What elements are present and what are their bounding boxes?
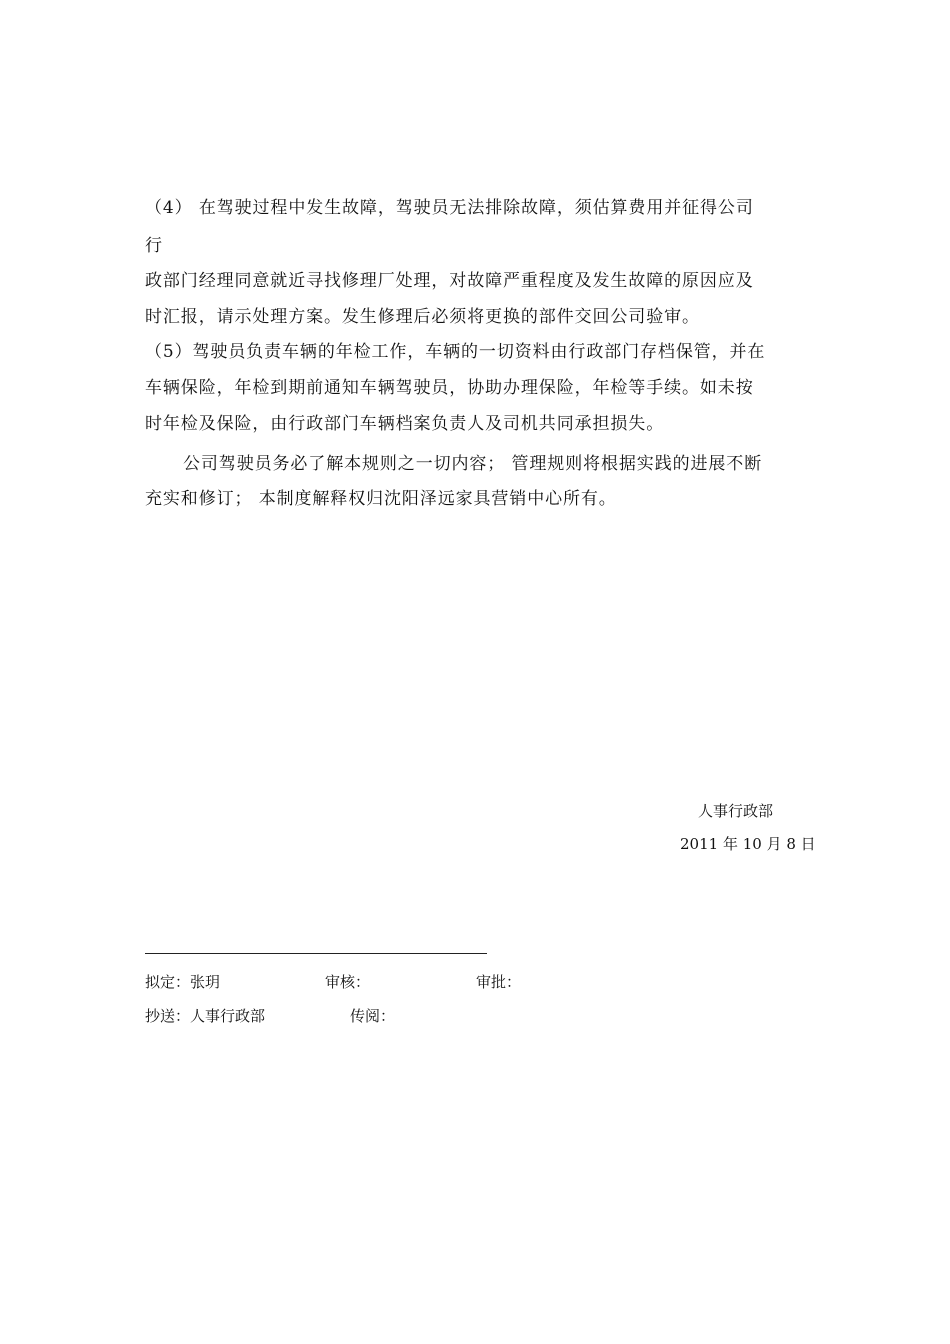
body-line: （4） 在驾驶过程中发生故障，驾驶员无法排除故障，须估算费用并征得公司 [145,198,754,218]
body-line: 车辆保险，年检到期前通知车辆驾驶员，协助办理保险，年检等手续。如未按 [145,378,754,398]
copy-to: 抄送：人事行政部 [145,1007,266,1025]
footer-divider [145,953,487,954]
issuing-department: 人事行政部 [698,802,774,820]
body-line: 行 [145,236,162,256]
circulate: 传阅： [350,1007,396,1025]
body-line: 政部门经理同意就近寻找修理厂处理，对故障严重程度及发生故障的原因应及 [145,271,754,291]
reviewed-by: 审核： [325,973,371,991]
body-line: 公司驾驶员务必了解本规则之一切内容； 管理规则将根据实践的进展不断 [183,454,763,474]
issue-date: 2011 年 10 月 8 日 [680,835,816,853]
drafted-by: 拟定：张玥 [145,973,221,991]
body-line: （5）驾驶员负责车辆的年检工作，车辆的一切资料由行政部门存档保管，并在 [145,342,766,362]
body-line: 充实和修订； 本制度解释权归沈阳泽远家具营销中心所有。 [145,489,617,509]
body-line: 时汇报，请示处理方案。发生修理后必须将更换的部件交回公司验审。 [145,307,700,327]
body-line: 时年检及保险，由行政部门车辆档案负责人及司机共同承担损失。 [145,414,665,434]
approved-by: 审批： [476,973,522,991]
